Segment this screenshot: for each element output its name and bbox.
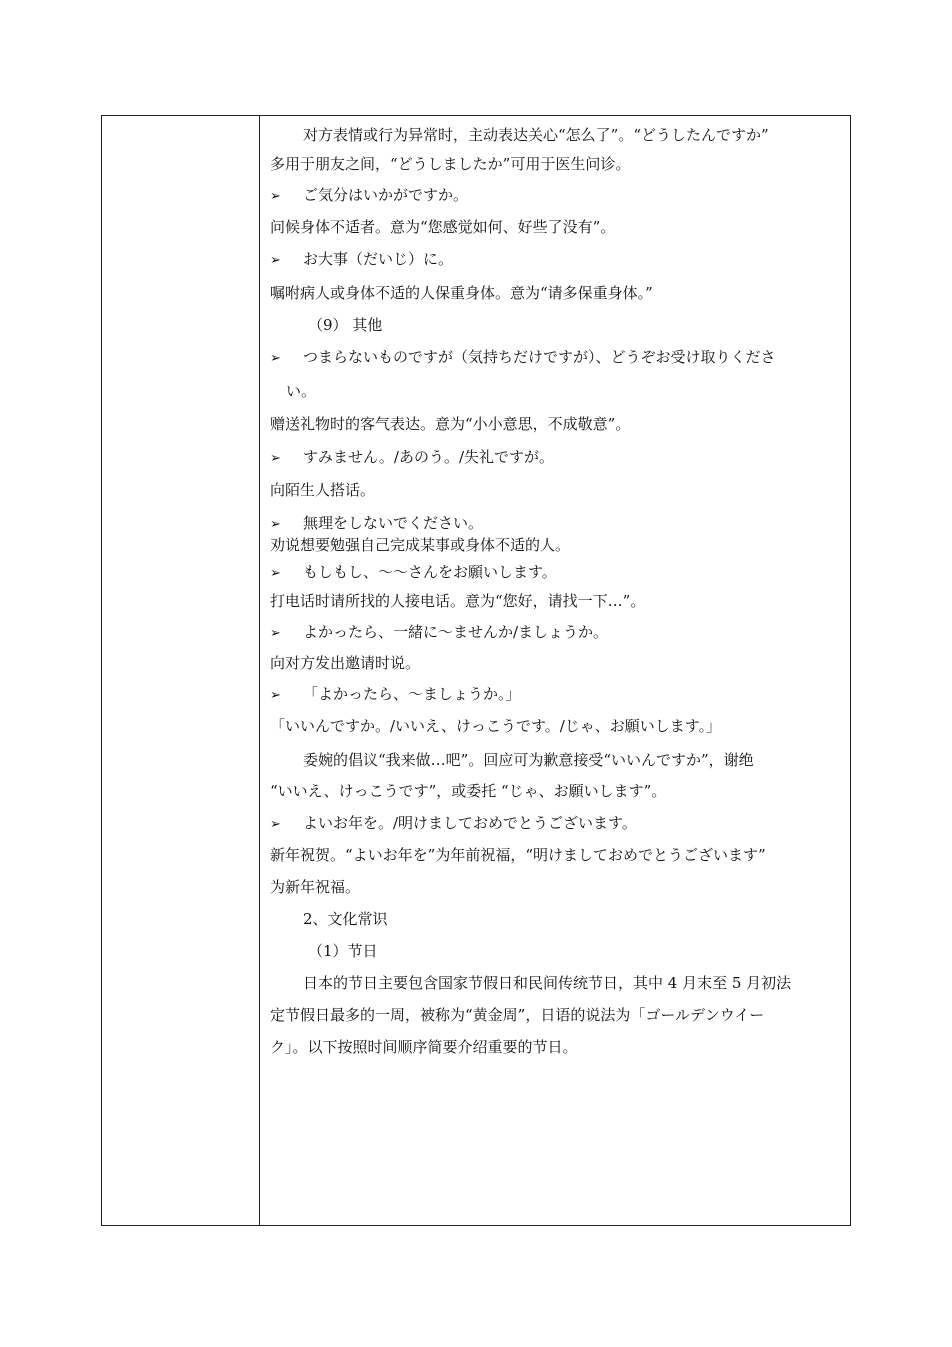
text-line-content: お大事（だいじ）に。 (303, 250, 454, 268)
text-line-content: 向对方发出邀请时说。 (270, 654, 421, 672)
text-line-content: 新年祝贺。“よいお年を”为年前祝福，“明けましておめでとうございます” (270, 846, 766, 864)
text-line (270, 908, 388, 930)
text-line-content: すみません。/あのう。/失礼ですが。 (303, 448, 555, 466)
text-line-content: 对方表情或行为异常时，主动表达关心“怎么了”。“どうしたんですか” (303, 126, 769, 144)
text-line-content: “いいえ、けっこうです”，或委托 “じゃ、お願いします”。 (270, 782, 667, 800)
text-line-content: 日本的节日主要包含国家节假日和民间传统节日，其中 4 月末至 5 月初法 (303, 974, 792, 992)
text-line (270, 216, 615, 238)
text-line (270, 184, 468, 208)
text-line-content: よかったら、一緒に～ませんか/ましょうか。 (303, 623, 609, 641)
text-line-content: 「よかったら、～ましょうか。」 (303, 685, 521, 703)
text-line (270, 248, 453, 272)
text-line (270, 780, 666, 802)
text-line-content: 委婉的倡议“我来做…吧”。回应可为歉意接受“いいんですか”，谢绝 (303, 751, 754, 769)
text-line (270, 1036, 578, 1058)
bullet-arrow-icon: ➢ (270, 189, 281, 204)
text-line-content: 「いいんですか。/いいえ、けっこうです。/じゃ、お願いします。」 (270, 717, 722, 735)
text-line-content: 定节假日最多的一周，被称为“黄金周”，日语的说法为「ゴールデンウイー (270, 1006, 765, 1024)
bullet-arrow-icon: ➢ (270, 517, 281, 532)
text-line (270, 124, 769, 146)
text-line (270, 749, 754, 771)
text-line-content: つまらないものですが（気持ちだけですが）、どうぞお受け取りくださ (303, 348, 776, 366)
text-line-content: 为新年祝福。 (270, 878, 361, 896)
text-line-content: もしもし、～～さんをお願いします。 (303, 563, 557, 581)
text-line-content: 打电话时请所找的人接电话。意为“您好，请找一下…”。 (270, 592, 646, 610)
text-line (270, 1004, 764, 1026)
table-left-column (102, 116, 260, 1225)
text-line (270, 812, 637, 836)
text-line (270, 534, 570, 556)
text-line (270, 683, 521, 707)
text-line (270, 561, 557, 585)
text-line-content: （1）节日 (308, 942, 378, 960)
text-line (270, 844, 766, 866)
text-line-content: い。 (286, 382, 317, 400)
text-line (270, 413, 630, 435)
text-line (270, 380, 316, 402)
bullet-arrow-icon: ➢ (270, 626, 281, 641)
bullet-arrow-icon: ➢ (270, 566, 281, 581)
text-line-content: 问候身体不适者。意为“您感觉如何、好些了没有”。 (270, 218, 616, 236)
text-line (270, 512, 483, 536)
text-line (270, 446, 554, 470)
text-line (270, 282, 653, 304)
text-line (270, 590, 645, 612)
text-line-content: よいお年を。/明けましておめでとうございます。 (303, 814, 637, 832)
text-line-content: 劝说想要勉强自己完成某事或身体不适的人。 (270, 536, 571, 554)
text-line-content: 嘱咐病人或身体不适的人保重身体。意为“请多保重身体。” (270, 284, 653, 302)
text-line-content: 向陌生人搭话。 (270, 481, 376, 499)
text-line (270, 940, 378, 962)
bullet-arrow-icon: ➢ (270, 351, 281, 366)
bullet-arrow-icon: ➢ (270, 451, 281, 466)
text-line (270, 621, 608, 645)
text-line (270, 972, 791, 994)
text-line (270, 314, 382, 336)
text-line (270, 652, 420, 674)
text-line-content: ク」。以下按照时间顺序简要介绍重要的节日。 (270, 1038, 578, 1056)
text-line (270, 346, 776, 370)
text-line (270, 715, 721, 737)
text-line (270, 479, 375, 501)
text-line (270, 153, 630, 175)
text-line-content: （9） 其他 (308, 316, 383, 334)
bullet-arrow-icon: ➢ (270, 817, 281, 832)
content-table (101, 115, 851, 1226)
text-line-content: 無理をしないでください。 (303, 514, 484, 532)
text-line-content: 赠送礼物时的客气表达。意为“小小意思，不成敬意”。 (270, 415, 631, 433)
bullet-arrow-icon: ➢ (270, 688, 281, 703)
text-line-content: 2、文化常识 (303, 910, 388, 928)
text-line-content: 多用于朋友之间，“どうしましたか”可用于医生问诊。 (270, 155, 631, 173)
bullet-arrow-icon: ➢ (270, 253, 281, 268)
text-line (270, 876, 360, 898)
text-line-content: ご気分はいかがですか。 (303, 186, 469, 204)
